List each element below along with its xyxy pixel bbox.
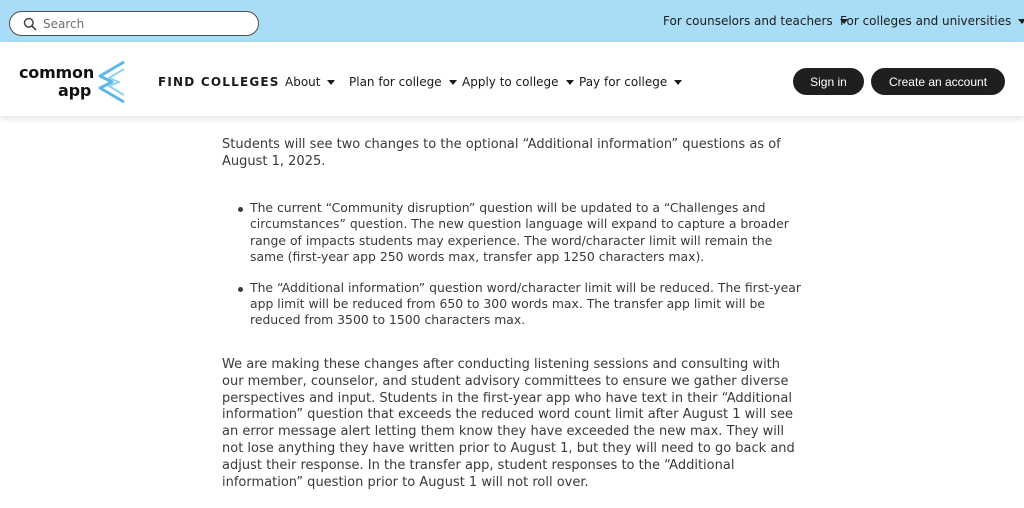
chevron-down-icon	[327, 80, 335, 85]
search-box[interactable]	[9, 11, 259, 36]
logo-line-1: common	[19, 63, 95, 82]
colleges-universities-label: For colleges and universities	[840, 14, 1012, 28]
nav-pay-for-college[interactable]	[579, 75, 682, 89]
search-input[interactable]	[43, 15, 243, 32]
common-app-logo[interactable]	[19, 60, 129, 104]
nav-pay-label: Pay for college	[579, 75, 668, 89]
chevron-down-icon	[674, 80, 682, 85]
logo-line-2: app	[58, 81, 92, 100]
search-icon	[23, 17, 37, 31]
chevron-down-icon	[566, 80, 574, 85]
nav-plan-label: Plan for college	[349, 75, 442, 89]
chevron-down-icon	[1018, 19, 1024, 24]
sign-in-button[interactable]: Sign in	[793, 68, 864, 95]
create-account-button[interactable]: Create an account	[871, 68, 1005, 95]
counselors-teachers-menu[interactable]	[663, 14, 848, 28]
nav-apply-to-college[interactable]	[462, 75, 574, 89]
list-item: The current “Community disruption” question will be updated to a “Challenges and circumstances” question. The new question language will expand to capture a broader range of impacts students may experience. The word/character limit will remain the same (first-year app 250 words max, transfer app 1250 characters max).	[222, 200, 802, 266]
nav-apply-label: Apply to college	[462, 75, 559, 89]
changes-list	[222, 200, 802, 329]
counselors-teachers-label: For counselors and teachers	[663, 14, 833, 28]
nav-about-label: About	[285, 75, 321, 89]
list-item: The “Additional information” question word/character limit will be reduced. The first-year app limit will be reduced from 650 to 300 words max. The transfer app limit will be reduced from 3500 to 1500 characters max.	[222, 280, 802, 329]
find-colleges-link[interactable]: FIND COLLEGES	[158, 75, 280, 89]
nav-about[interactable]	[285, 75, 335, 89]
logo-chevron-icon	[94, 60, 130, 104]
chevron-down-icon	[449, 80, 457, 85]
nav-plan-for-college[interactable]	[349, 75, 457, 89]
utility-bar	[0, 0, 1024, 42]
colleges-universities-menu[interactable]	[840, 14, 1024, 28]
intro-paragraph: Students will see two changes to the optional “Additional information” questions as of August 1, 2025.	[222, 137, 781, 169]
body-paragraph: We are making these changes after conducting listening sessions and consulting with our member, counselor, and student advisory committees to ensure we gather diverse perspectives and input. Students in the first-year app who have text in their “Additional information” question that exceeds the reduced word count limit after August 1 will see an error message alert letting them know they have exceeded the new max. They will not lose anything they have written prior to August 1, but they will need to go back and adjust their response. In the transfer app, student responses to the “Additional information” question prior to August 1 will not roll over.	[222, 357, 795, 490]
main-header	[0, 42, 1024, 116]
